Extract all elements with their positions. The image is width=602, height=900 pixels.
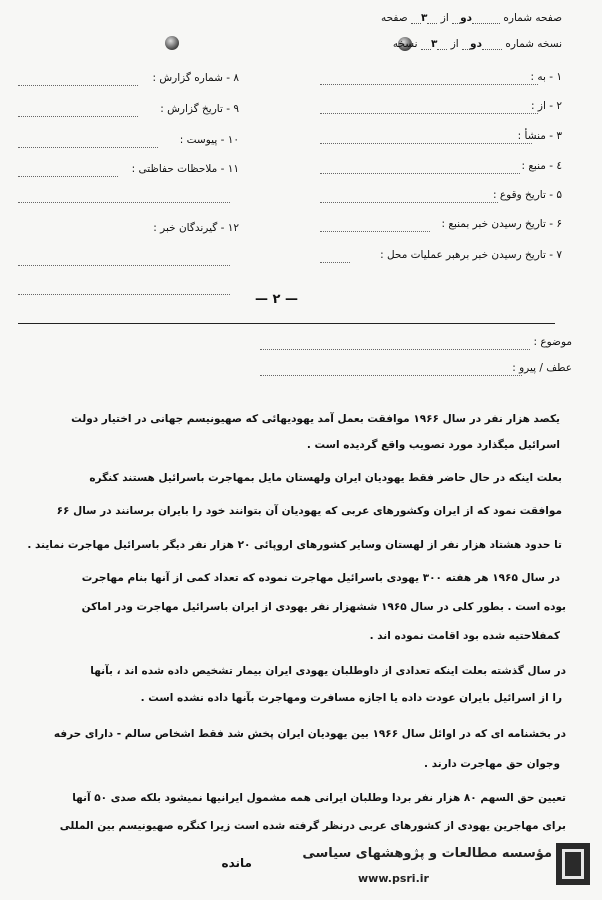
copy-total: ۳ [430,38,438,50]
page-marker: — ۲ — [255,292,298,307]
field-to: ۱ - به : [530,71,562,83]
field-recipients: ۱۲ - گیرندگان خبر : [153,222,239,234]
body-line-2: اسرائیل میگذارد مورد تصویب واقع گردیده است . [306,439,560,451]
page-label: صفحه شماره [503,12,562,24]
body-line-9: در سال گذشته بعلت اینکه تعدادی از داوطلبان یهودی ایران بیمار تشخیص داده شده اند ، بآنها [90,665,566,677]
watermark-url[interactable]: www.psri.ir [358,872,429,885]
field-origin: ۳ - منشأ : [517,130,562,142]
subject-label: موضوع : [533,336,572,348]
field-source: ٤ - منبع : [521,160,562,172]
body-line-3: بعلت اینکه در حال حاضر فقط یهودیان ایران ولهستان مایل بمهاجرت باسرائیل هستند کنگره [89,472,562,484]
page-number-line [381,12,562,24]
watermark-org-name: مؤسسه مطالعات و پژوهشهای سیاسی [302,846,552,861]
body-line-12: وجوان حق مهاجرت دارند . [424,758,560,770]
copy-number: دو [470,38,482,50]
body-line-8: کمفلاحتیه شده بود اقامت نموده اند . [369,630,560,642]
copy-number-line [393,38,562,50]
field-report-date: ۹ - تاریخ گزارش : [160,103,239,115]
body-line-10: را از اسرائیل بایران عودت داده یا اجازه مسافرت ومهاجرت بآنها داده نشده است . [140,692,562,704]
body-line-6: در سال ۱۹۶۵ هر هفته ۳۰۰ یهودی باسرائیل مهاجرت نموده که تعداد کمی از آنها بنام مهاجرت [81,572,560,584]
psri-logo [556,843,590,885]
page-suffix: صفحه [381,12,408,24]
body-line-15: مانده [221,856,252,870]
punch-hole-top [165,36,179,50]
body-line-5: تا حدود هشتاد هزار نفر از لهستان وسایر کشورهای اروپائی ۲۰ هزار نفر دیگر باسرائیل مهاجرت نمایند . [27,539,562,551]
body-line-7: بوده است . بطور کلی در سال ۱۹۶۵ ششهزار نفر یهودی از ایران باسرائیل مهاجرت ودر اماکن [81,601,566,613]
page-total: ۳ [421,12,428,24]
header-divider [18,323,555,324]
field-security-notes: ۱۱ - ملاحظات حفاظتی : [131,163,239,175]
reference-label: عطف / پیرو : [512,362,572,374]
page-of: از [440,12,449,24]
copy-label: نسخه شماره [505,38,562,50]
body-line-14: برای مهاجرین یهودی از کشورهای عربی درنظر گرفته شده است زیرا کنگره صهیونیسم بین المللی [59,820,566,832]
field-event-date: ۵ - تاریخ وقوع : [493,189,562,201]
field-news-to-leader-date: ۷ - تاریخ رسیدن خبر برهبر عملیات محل : [380,249,562,261]
field-news-to-source-date: ۶ - تاریخ رسیدن خبر بمنبع : [441,218,562,230]
body-line-1: یکصد هزار نفر در سال ۱۹۶۶ موافقت بعمل آمد یهودیهائی که صهیونیسم جهانی در اختیار دولت [71,413,560,425]
field-attachment: ۱۰ - پیوست : [179,134,239,146]
body-line-4: موافقت نمود که از ایران وکشورهای عربی که یهودیان آن بتوانند خود را بایران برسانند در سال ۶۶ [56,505,562,517]
field-from: ۲ - از : [531,100,562,112]
body-line-11: در بخشنامه ای که در اوائل سال ۱۹۶۶ بین یهودیان ایران پخش شد فقط اشخاص سالم - دارای حرفه [53,728,566,740]
body-line-13: تعیین حق السهم ۸۰ هزار نفر بردا وطلبان ایرانی همه مشمول ایرانیها نمیشود بلکه صدی ۵۰ آنها [72,792,566,804]
field-report-number: ۸ - شماره گزارش : [152,72,239,84]
copy-suffix: نسخه [392,38,418,50]
copy-of: از [450,38,459,50]
page-number: دو [460,12,473,24]
